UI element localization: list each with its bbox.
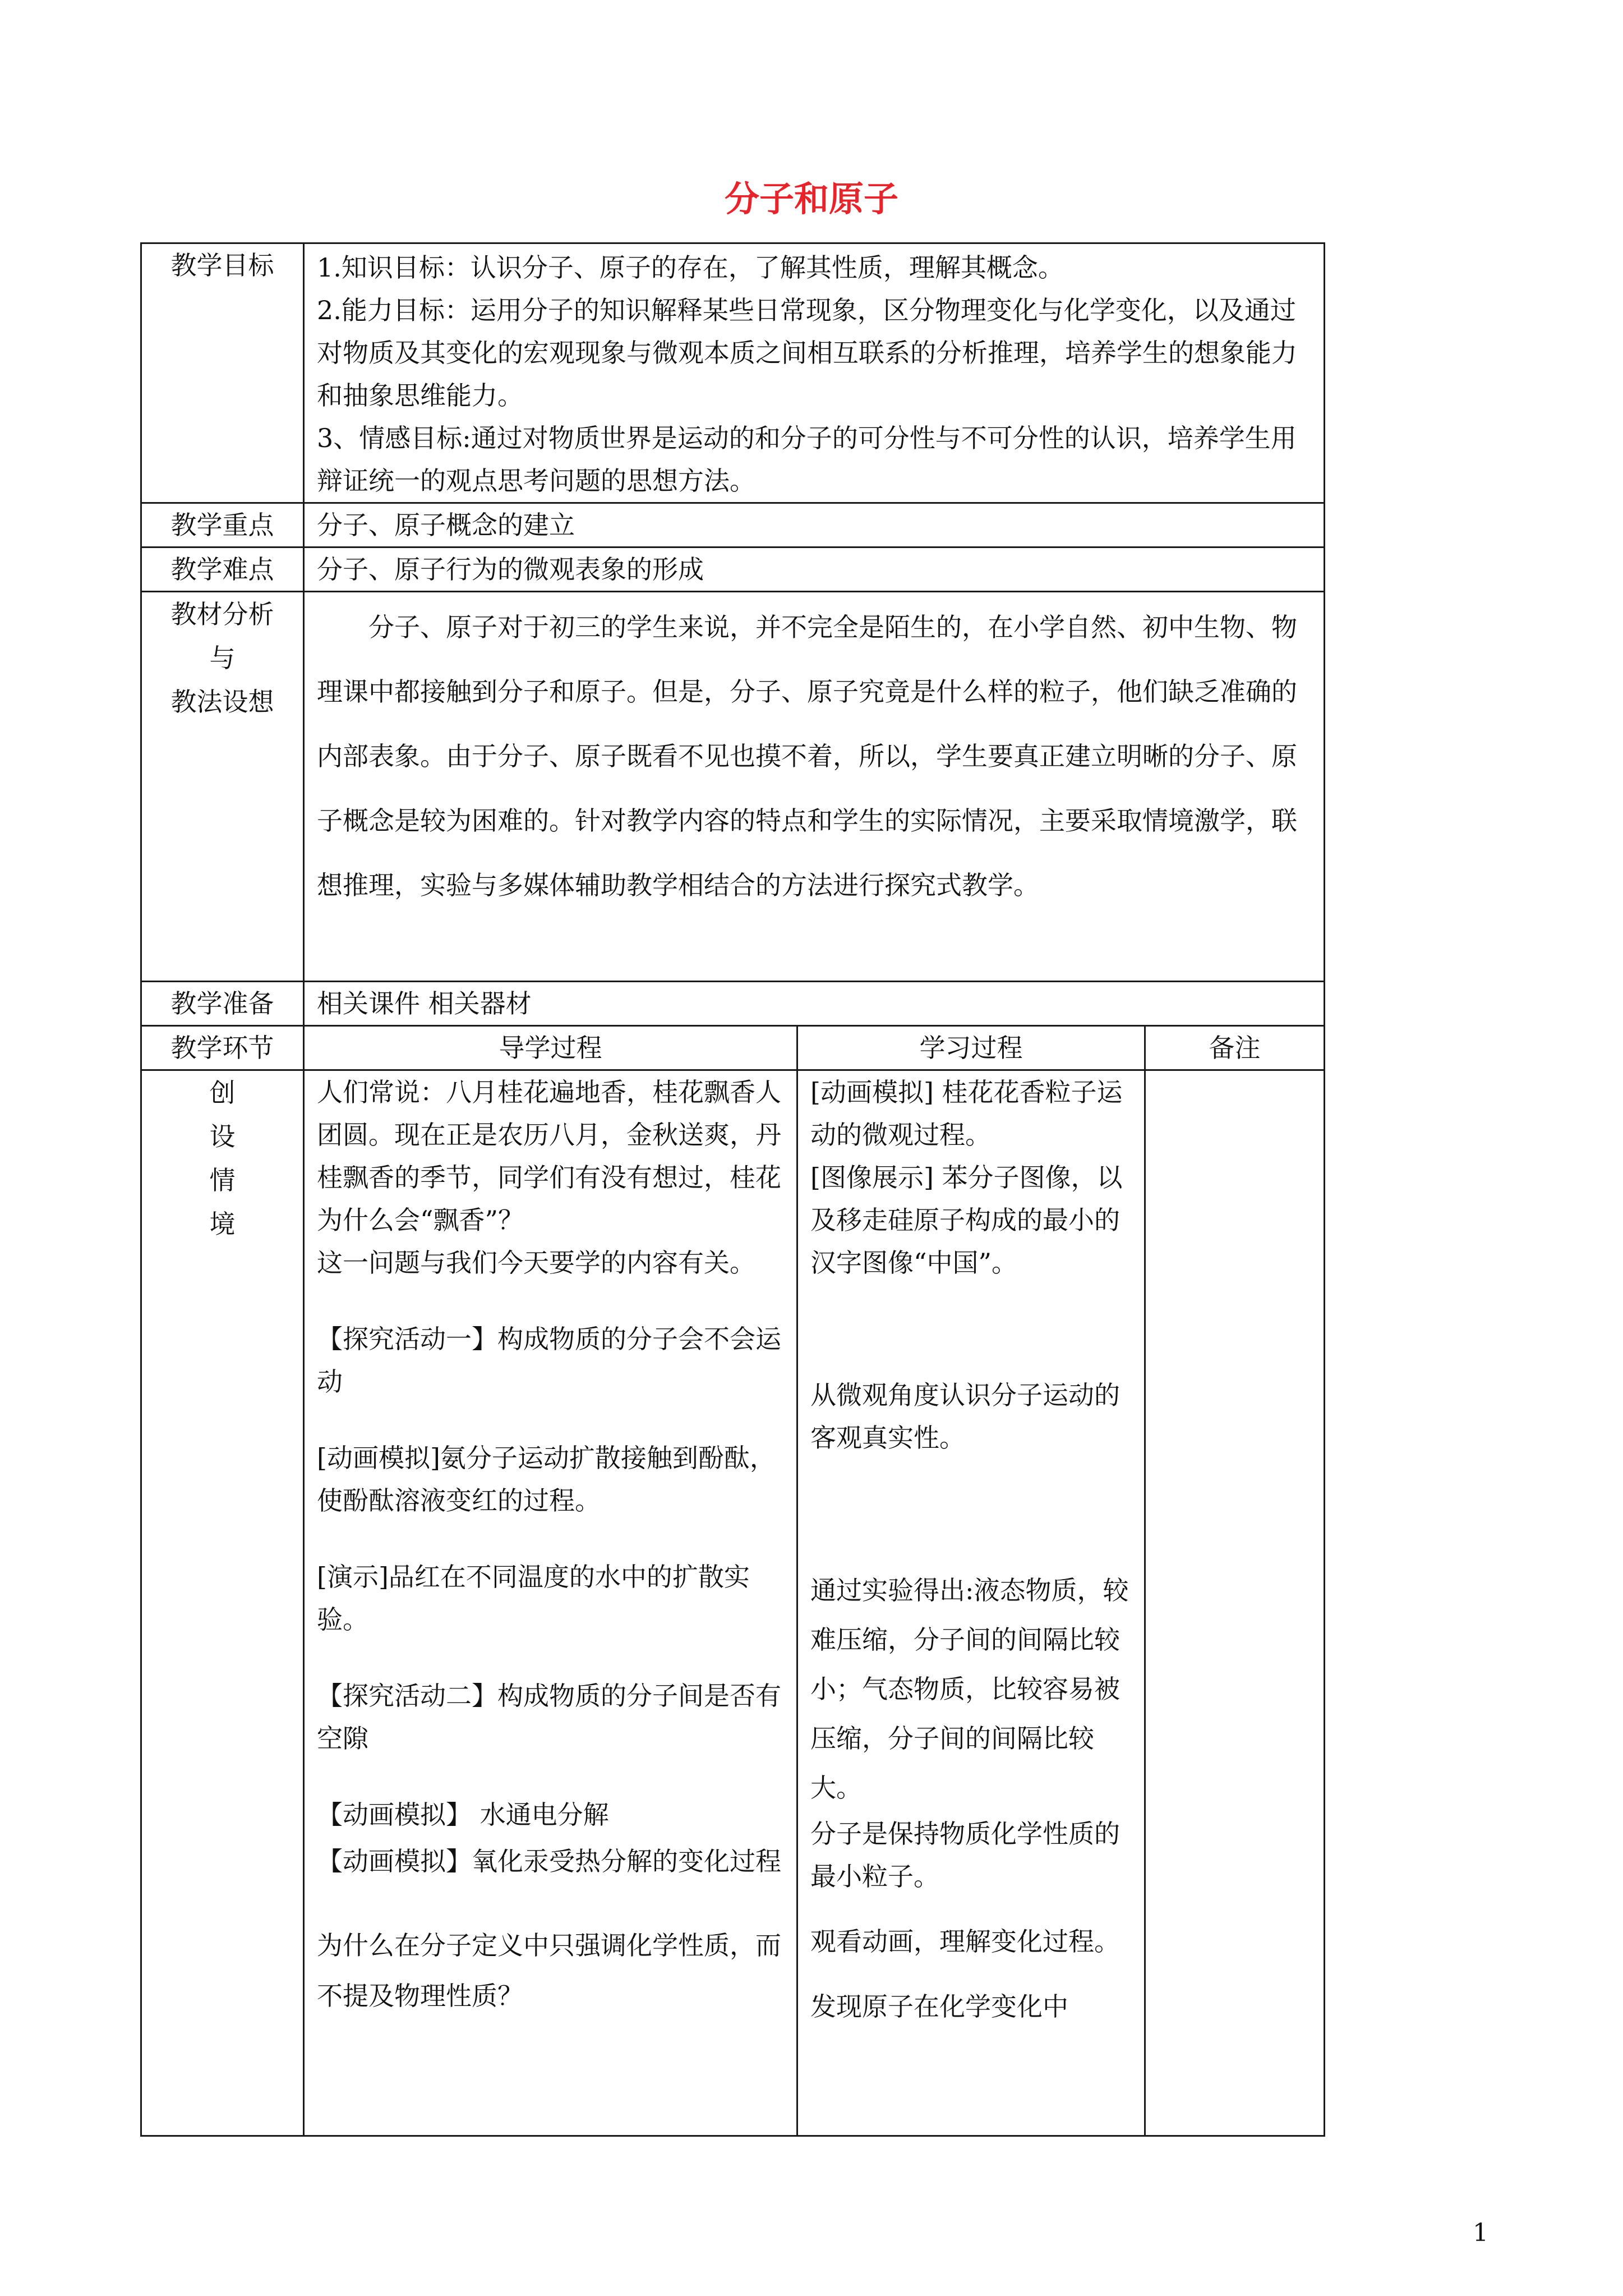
analysis-label-line: 教材分析: [170, 599, 274, 629]
guide-intro-2: 这一问题与我们今天要学的内容有关。: [317, 1248, 755, 1278]
notes-content: [1145, 1070, 1325, 2136]
header-notes: 备注: [1145, 1026, 1325, 1070]
analysis-label: [141, 592, 304, 982]
preparation-row: [141, 982, 1325, 1026]
guide-intro: 人们常说：八月桂花遍地香，桂花飘香人团圆。现在正是农历八月，金秋送爽，丹桂飘香的季节，同学们有没有想过，桂花为什么会“飘香”？: [317, 1077, 781, 1235]
analysis-row: [141, 592, 1325, 982]
learn-item: [动画模拟] 桂花花香粒子运动的微观过程。: [810, 1077, 1123, 1150]
difficulty-text: 分子、原子行为的微观表象的形成: [304, 547, 1325, 592]
page-number: 1: [1473, 2219, 1488, 2247]
learn-item: [图像展示] 苯分子图像，以及移走硅原子构成的最小的汉字图像“中国”。: [810, 1162, 1123, 1278]
learn-item: 分子是保持物质化学性质的最小粒子。: [810, 1819, 1120, 1892]
key-point-text: 分子、原子概念的建立: [304, 503, 1325, 547]
header-guide: 导学过程: [304, 1026, 797, 1070]
guide-activity-1: 【探究活动一】构成物质的分子会不会运动: [317, 1324, 781, 1397]
guide-animation-3: 【动画模拟】氧化汞受热分解的变化过程: [317, 1846, 781, 1876]
learn-item: 从微观角度认识分子运动的客观真实性。: [810, 1380, 1120, 1453]
stage-char: 情: [209, 1165, 236, 1195]
guide-content: [304, 1070, 797, 2136]
objective-line: 3、情感目标:通过对物质世界是运动的和分子的可分性与不可分性的认识，培养学生用辩证统一的观点思考问题的思想方法。: [317, 423, 1297, 496]
analysis-text: 分子、原子对于初三的学生来说，并不完全是陌生的，在小学自然、初中生物、物理课中都接触到分子和原子。但是，分子、原子究竟是什么样的粒子，他们缺乏准确的内部表象。由于分子、原子既看不见也摸不着，所以，学生要真正建立明晰的分子、原子概念是较为困难的。针对教学内容的特点和学生的实际情况，主要采取情境激学，联想推理，实验与多媒体辅助教学相结合的方法进行探究式教学。: [317, 612, 1297, 900]
objectives-content: [304, 243, 1325, 503]
guide-question: 为什么在分子定义中只强调化学性质，而不提及物理性质？: [317, 1930, 781, 2011]
header-learn: 学习过程: [797, 1026, 1145, 1070]
stage-row: [141, 1070, 1325, 2136]
process-header-row: [141, 1026, 1325, 1070]
objectives-row: [141, 243, 1325, 503]
guide-activity-2: 【探究活动二】构成物质的分子间是否有空隙: [317, 1681, 781, 1754]
objective-line: 2.能力目标：运用分子的知识解释某些日常现象，区分物理变化与化学变化，以及通过对物质及其变化的宏观现象与微观本质之间相互联系的分析推理，培养学生的想象能力和抽象思维能力。: [317, 295, 1297, 411]
learn-item: 观看动画，理解变化过程。: [810, 1926, 1120, 1957]
guide-animation-1: [动画模拟]氨分子运动扩散接触到酚酞，使酚酞溶液变红的过程。: [317, 1443, 776, 1516]
objectives-label: 教学目标: [141, 243, 304, 503]
guide-demo: [演示]品红在不同温度的水中的扩散实验。: [317, 1562, 750, 1635]
stage-char: 设: [209, 1121, 236, 1152]
difficulty-row: [141, 547, 1325, 592]
difficulty-label: 教学难点: [141, 547, 304, 592]
learn-item: 通过实验得出:液态物质，较难压缩，分子间的间隔比较小；气态物质，比较容易被压缩，分子间的间隔比较大。: [810, 1575, 1129, 1803]
key-point-label: 教学重点: [141, 503, 304, 547]
page-title: 分子和原子: [724, 178, 898, 219]
analysis-content: [304, 592, 1325, 982]
learn-content: [797, 1070, 1145, 2136]
lesson-plan-table: [140, 242, 1325, 2137]
guide-animation-2: 【动画模拟】 水通电分解: [317, 1800, 609, 1830]
preparation-label: 教学准备: [141, 982, 304, 1026]
stage-char: 境: [209, 1209, 236, 1239]
header-stage: 教学环节: [141, 1026, 304, 1070]
stage-label: [141, 1070, 304, 2136]
analysis-label-line: 教法设想: [170, 687, 274, 717]
learn-item: 发现原子在化学变化中: [810, 1991, 1068, 2022]
stage-char: 创: [209, 1078, 236, 1108]
preparation-text: 相关课件 相关器材: [304, 982, 1325, 1026]
analysis-label-line: 与: [209, 643, 236, 673]
objective-line: 1.知识目标：认识分子、原子的存在，了解其性质，理解其概念。: [317, 252, 1064, 283]
key-point-row: [141, 503, 1325, 547]
